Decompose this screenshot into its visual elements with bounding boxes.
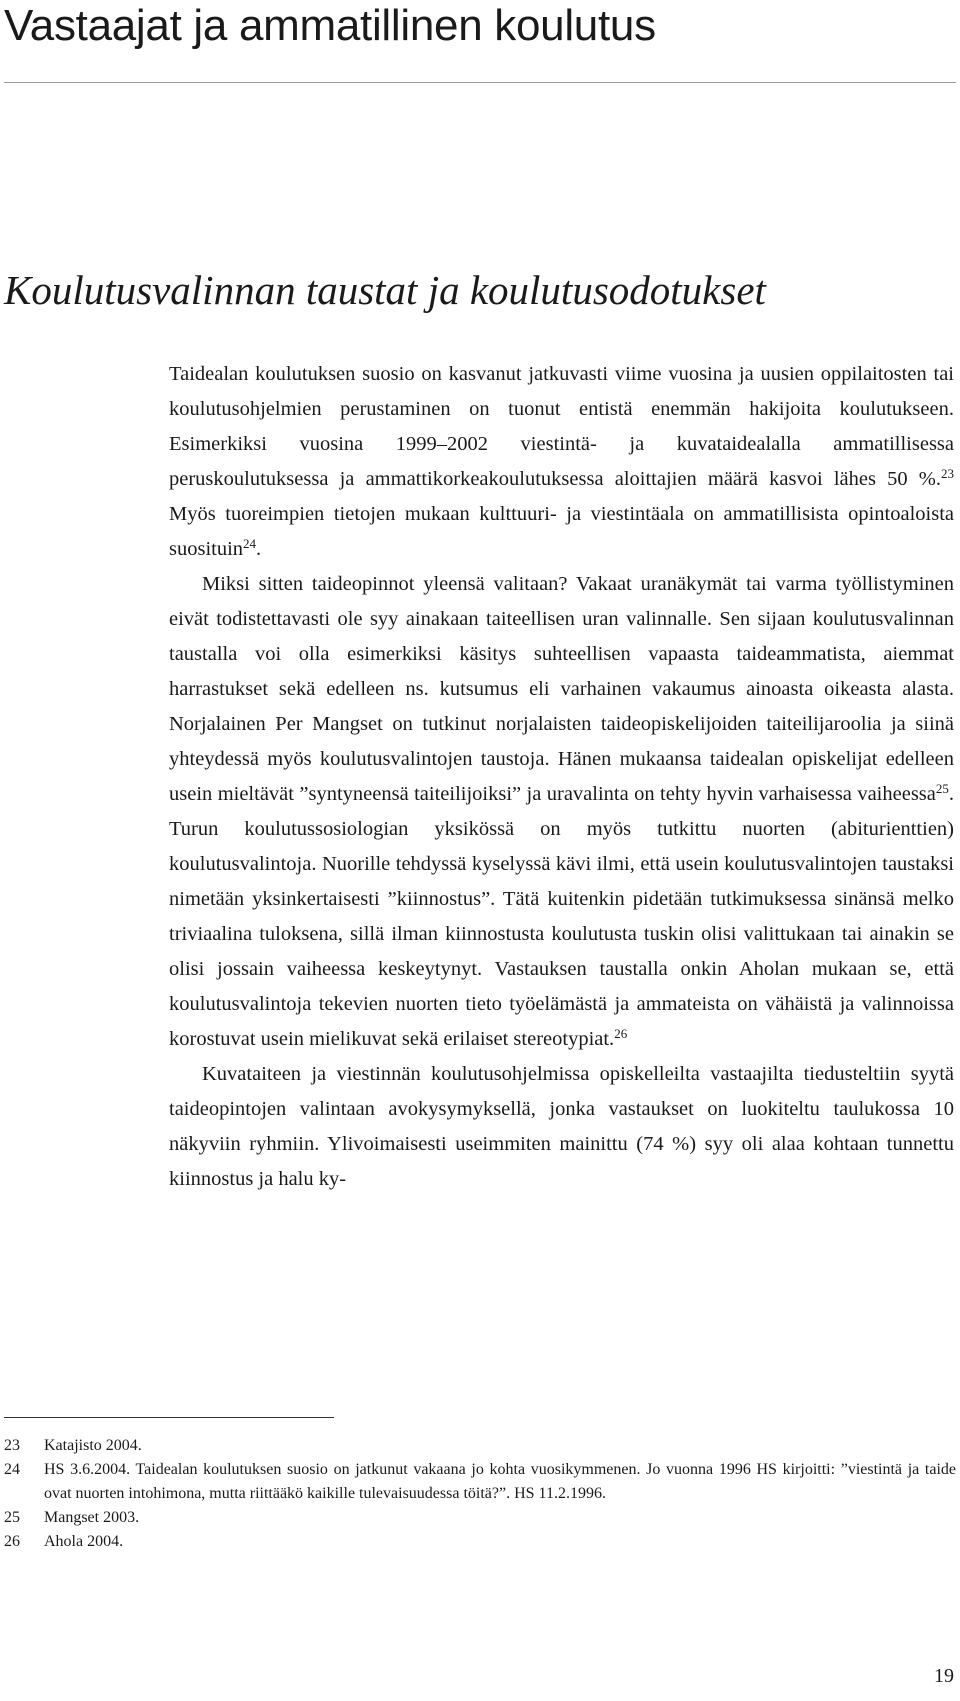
- footnote-divider: [4, 1417, 334, 1418]
- paragraph-2-part-b: . Turun koulutussosiologian yksikössä on myös tutkittu nuorten (abiturienttien) koulutusvalintoja. Nuorille tehdyssä kyselyssä kävi ilmi, että usein koulutusvalintojen taustaksi nimetään yksinkertaisesti ”kiinnostus”. Tätä kuitenkin pidetään tutkimuksessa sinänsä melko triviaalina tuloksena, sillä ilman kiinnostusta koulutusta tuskin olisi valittukaan tai ainakin se olisi jossain vaiheessa keskeytynyt. Vastauksen taustalla onkin Aholan mukaan se, että koulutusvalintoja tekevien nuorten tieto työelämästä ja ammateista on vähäistä ja valinnoissa korostuvat usein mielikuvat sekä erilaiset stereotypiat.: [169, 783, 954, 1050]
- running-header: [4, 0, 954, 52]
- paragraph-3: Kuvataiteen ja viestinnän koulutusohjelmissa opiskelleilta vastaajilta tiedusteltiin syytä taideopintojen valintaan avokysymyksellä, jonka vastaukset on luokiteltu taulukossa 10 näkyviin ryhmiin. Ylivoimaisesti useimmiten mainittu (74 %) syy oli alaa kohtaan tunnettu kiinnostus ja halu ky-: [169, 1063, 954, 1190]
- footnote-23: [4, 1434, 956, 1458]
- chapter-title: Vastaajat ja ammatillinen koulutus: [4, 1, 656, 50]
- footnote-24: [4, 1458, 956, 1506]
- footnote-number: 24: [4, 1461, 20, 1478]
- footnote-number: 23: [4, 1437, 20, 1454]
- header-divider: [4, 82, 956, 83]
- footnote-text: Ahola 2004.: [44, 1533, 124, 1550]
- paragraph-1: [169, 357, 954, 567]
- footnote-ref-26: 26: [614, 1026, 628, 1041]
- footnote-number: 25: [4, 1509, 20, 1526]
- footnote-text: HS 3.6.2004. Taidealan koulutuksen suosio on jatkunut vakaana jo kohta vuosikymmenen. Jo vuonna 1996 HS kirjoitti: ”viestintä ja taide ovat nuorten intohimona, mutta riittääkö kaikille tulevaisuudessa töitä?”. HS 11.2.1996.: [44, 1461, 956, 1502]
- footnote-number: 26: [4, 1533, 20, 1550]
- footnote-26: [4, 1530, 956, 1554]
- section-title: Koulutusvalinnan taustat ja koulutusodotukset: [4, 267, 766, 313]
- footnotes: [4, 1434, 956, 1554]
- footnote-ref-23: 23: [941, 466, 954, 481]
- footnote-ref-24: 24: [243, 536, 257, 551]
- paragraph-1-part-c: .: [256, 538, 262, 560]
- page-number: 19: [934, 1665, 954, 1687]
- paragraph-1-part-b: Myös tuoreimpien tietojen mukaan kulttuuri- ja viestintäala on ammatillisista opintoaloista suosituin: [169, 503, 954, 560]
- footnote-25: [4, 1506, 956, 1530]
- body-text: [169, 357, 954, 1197]
- paragraph-2-part-a: Miksi sitten taideopinnot yleensä valitaan? Vakaat uranäkymät tai varma työllistyminen eivät todistettavasti ole syy ainakaan taiteellisen uran valinnalle. Sen sijaan koulutusvalinnan taustalla voi olla esimerkiksi käsitys suhteellisen vapaasta taideammatista, aiemmat harrastukset sekä edelleen ns. kutsumus eli varhainen vakaumus ainoasta oikeasta alasta. Norjalainen Per Mangset on tutkinut norjalaisten taideopiskelijoiden taiteilijaroolia ja siinä yhteydessä myös koulutusvalintojen taustoja. Hänen mukaansa taidealan opiskelijat edelleen usein mieltävät ”syntyneensä taiteilijoiksi” ja uravalinta on tehty hyvin varhaisessa vaiheessa: [169, 573, 954, 805]
- paragraph-1-part-a: Taidealan koulutuksen suosio on kasvanut jatkuvasti viime vuosina ja uusien oppilaitosten tai koulutusohjelmien perustaminen on tuonut entistä enemmän hakijoita koulutukseen. Esimerkiksi vuosina 1999–2002 viestintä- ja kuvataidealalla ammatillisessa peruskoulutuksessa ja ammattikorkeakoulutuksessa aloittajien määrä kasvoi lähes 50 %.: [169, 363, 954, 490]
- paragraph-2: [169, 567, 954, 1057]
- footnote-ref-25: 25: [935, 781, 949, 796]
- footnote-text: Katajisto 2004.: [44, 1437, 142, 1454]
- footnote-text: Mangset 2003.: [44, 1509, 140, 1526]
